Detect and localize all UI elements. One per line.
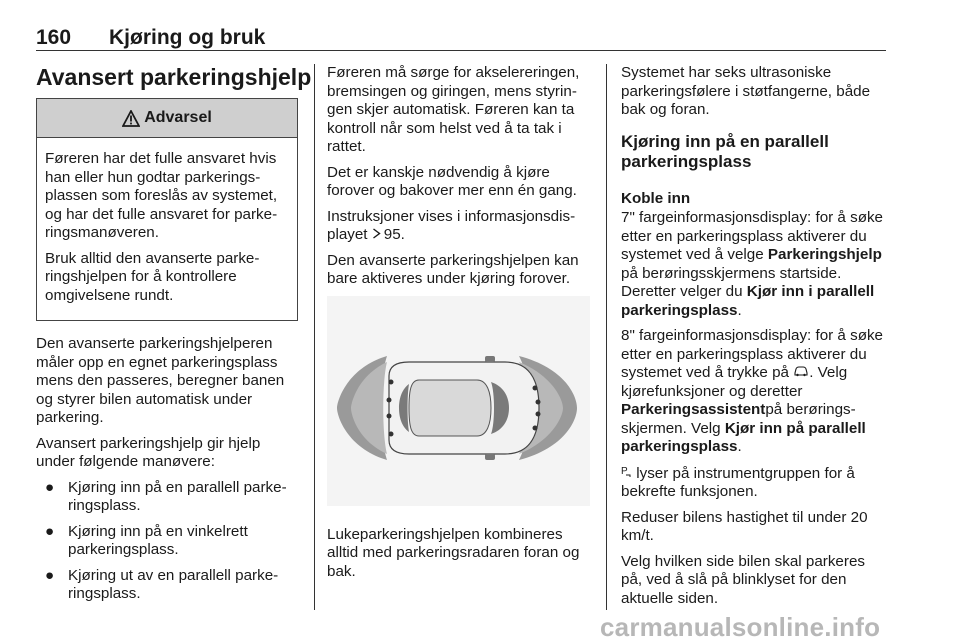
menu-term-parallel-parking: Kjør inn i parallell parkeringsplass xyxy=(621,283,875,319)
warning-header xyxy=(37,99,297,138)
warning-box xyxy=(36,98,298,321)
warning-triangle-icon xyxy=(122,110,140,127)
column-2 xyxy=(327,64,590,588)
paragraph: Den avanserte parkeringshjelpen kan bare aktiveres under kjøring forover. xyxy=(327,251,579,287)
column-3 xyxy=(621,64,885,615)
paragraph: Den avanserte parkeringshjelperen måler opp en egnet parkeringsplass mens den passeres, beregner banen og styrer bilen automatisk under parkering. xyxy=(36,335,285,426)
parking-sensor-illustration xyxy=(327,296,590,506)
paragraph: Velg hvilken side bilen skal parkeres på, ved å slå på blinklyset for den aktuelle siden. xyxy=(621,552,865,607)
section-title: Avansert parkeringshjelp xyxy=(36,64,312,90)
sensor-dot xyxy=(387,413,392,418)
paragraph xyxy=(327,208,590,245)
page-reference-link[interactable]: 95. xyxy=(383,226,405,243)
paragraph-text: Instruksjoner vises i informasjonsdisplayet xyxy=(327,207,576,243)
paragraph: Systemet har seks ultrasoniske parkeringsfølere i støtfangerne, både bak og foran. xyxy=(621,64,871,118)
car-mirror xyxy=(485,356,495,362)
menu-term-parallel-parking: Kjør inn på parallell parkeringsplass xyxy=(621,419,866,455)
list-item-text: Kjøring inn på en parallell parkeringsplass. xyxy=(68,478,287,514)
paragraph: Reduser bilens hastighet til under 20 km/t. xyxy=(621,508,868,544)
parking-assist-indicator-icon xyxy=(621,464,632,484)
page-number: 160 xyxy=(36,26,72,49)
warning-title: Advarsel xyxy=(144,108,212,126)
paragraph xyxy=(621,327,885,457)
menu-term-parking-assistant: Parkeringsassistent xyxy=(621,401,766,418)
paragraph-text: 7" fargeinformasjonsdisplay: for å søke etter en parkeringsplass aktiverer du systemet ved å velge xyxy=(621,209,884,263)
paragraph-text: 8" fargeinformasjonsdisplay: for å søke etter en parkeringsplass aktiverer du systemet ved å trykke på xyxy=(621,327,884,381)
paragraph: Lukeparkeringshjelpen kombineres alltid med parkeringsradaren foran og bak. xyxy=(327,525,580,580)
bullet: ● xyxy=(45,522,55,540)
column-divider xyxy=(606,64,607,610)
bullet: ● xyxy=(45,478,55,496)
list-item-text: Kjøring ut av en parallell parkeringsplass. xyxy=(68,566,279,602)
list-item-text: Kjøring inn på en vinkelrett parkeringsplass. xyxy=(68,522,248,558)
sensor-dot xyxy=(533,425,538,430)
column-divider xyxy=(314,64,315,610)
bullet: ● xyxy=(45,566,55,584)
car-roof xyxy=(409,380,491,436)
paragraph-text: på berøringsskjermens startside. Deretter velger du xyxy=(621,264,842,300)
paragraph xyxy=(621,464,885,502)
paragraph-text: på berøringsskjermen. Velg xyxy=(621,401,856,437)
menu-term-parking-assist: Parkeringshjelp xyxy=(767,246,882,263)
page-reference-icon xyxy=(372,226,381,245)
sensor-dot xyxy=(536,399,541,404)
column-1 xyxy=(36,98,298,611)
paragraph-text: . xyxy=(737,438,742,455)
sensor-dot xyxy=(536,411,541,416)
paragraph-text: lyser på instrumentgruppen for å bekrefte funksjonen. xyxy=(621,464,855,500)
maneuver-list xyxy=(36,479,298,604)
paragraph-text: . Velg kjørefunksjoner og deretter xyxy=(621,364,848,400)
list-item xyxy=(36,523,298,560)
paragraph-text: . xyxy=(737,301,742,319)
sensor-dot xyxy=(387,397,392,402)
paragraph: Føreren må sørge for akselereringen, bremsingen og giringen, mens styringen skjer automatisk. Føreren kan ta kontroll når som helst ved å ta tak i rattet. xyxy=(327,64,580,155)
list-item xyxy=(36,479,298,516)
subsection-label: Koble inn xyxy=(621,189,691,207)
watermark: carmanualsonline.info xyxy=(600,612,881,642)
car-top-view-image xyxy=(327,296,590,506)
page-header xyxy=(36,26,886,51)
warning-paragraph: Føreren har det fulle ansvaret hvis han eller hun godtar parkeringsplassen som foreslås av systemet, og har det fulle ansvaret for parkeringsmanøveren. xyxy=(45,150,278,241)
car-mirror xyxy=(485,454,495,460)
sensor-dot xyxy=(389,379,394,384)
paragraph: Det er kanskje nødvendig å kjøre forover og bakover mer enn én gang. xyxy=(327,163,577,199)
svg-text:P: P xyxy=(621,465,628,477)
list-item xyxy=(36,567,298,604)
subsection-heading: Kjøring inn på en parallell parkeringsplass xyxy=(621,131,829,171)
sensor-dot xyxy=(389,431,394,436)
warning-body xyxy=(37,138,297,320)
paragraph: Avansert parkeringshjelp gir hjelp under følgende manøvere: xyxy=(36,434,261,470)
sensor-dot xyxy=(533,385,538,390)
warning-paragraph: Bruk alltid den avanserte parkeringshjelpen for å kontrollere omgivelsene rundt. xyxy=(45,249,260,304)
car-settings-icon xyxy=(793,364,809,383)
paragraph xyxy=(621,209,885,320)
chapter-title: Kjøring og bruk xyxy=(109,26,266,49)
